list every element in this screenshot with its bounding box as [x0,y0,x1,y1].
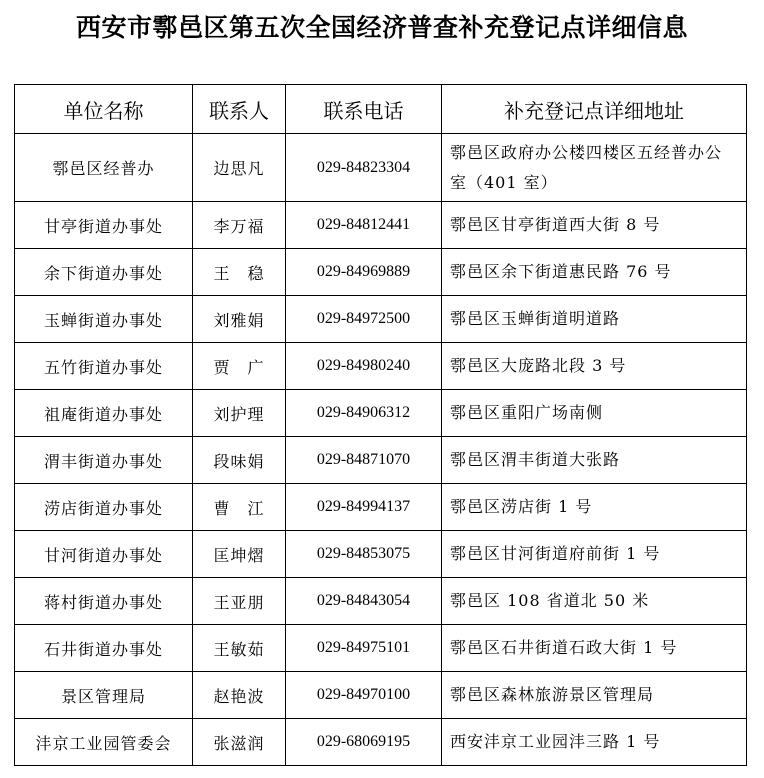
contact-cell: 王敏茹 [193,625,286,672]
phone-cell: 029-84871070 [286,437,442,484]
phone-cell: 029-84975101 [286,625,442,672]
column-header-address: 补充登记点详细地址 [442,85,747,134]
unit-cell: 蒋村街道办事处 [15,578,193,625]
table-row [15,719,747,766]
address-cell: 鄠邑区重阳广场南侧 [442,390,747,437]
contact-cell: 段味娟 [193,437,286,484]
unit-cell: 甘河街道办事处 [15,531,193,578]
phone-cell: 029-84994137 [286,484,442,531]
table-row [15,531,747,578]
phone-cell: 029-84853075 [286,531,442,578]
registration-points-table [14,84,747,766]
address-cell: 鄠邑区渭丰街道大张路 [442,437,747,484]
address-cell: 西安沣京工业园沣三路 1 号 [442,719,747,766]
phone-cell: 029-84812441 [286,202,442,249]
page-title: 西安市鄠邑区第五次全国经济普查补充登记点详细信息 [75,13,688,42]
address-cell: 鄠邑区玉蝉街道明道路 [442,296,747,343]
unit-cell: 渭丰街道办事处 [15,437,193,484]
unit-cell: 涝店街道办事处 [15,484,193,531]
address-cell: 鄠邑区大庞路北段 3 号 [442,343,747,390]
column-header-unit: 单位名称 [15,85,193,134]
contact-cell: 李万福 [193,202,286,249]
phone-cell: 029-84980240 [286,343,442,390]
table-row [15,390,747,437]
address-cell: 鄠邑区甘河街道府前街 1 号 [442,531,747,578]
column-header-phone: 联系电话 [286,85,442,134]
address-cell: 鄠邑区甘亭街道西大街 8 号 [442,202,747,249]
table-row [15,578,747,625]
column-header-contact: 联系人 [193,85,286,134]
table-row [15,625,747,672]
table-row [15,343,747,390]
address-cell: 鄠邑区政府办公楼四楼区五经普办公室（401 室） [442,134,747,202]
phone-cell: 029-84970100 [286,672,442,719]
phone-cell: 029-68069195 [286,719,442,766]
unit-cell: 石井街道办事处 [15,625,193,672]
table-row [15,202,747,249]
contact-cell: 匡坤熠 [193,531,286,578]
unit-cell: 玉蝉街道办事处 [15,296,193,343]
table-row [15,134,747,202]
table-row [15,672,747,719]
unit-cell: 余下街道办事处 [15,249,193,296]
contact-cell: 刘雅娟 [193,296,286,343]
phone-cell: 029-84823304 [286,134,442,202]
address-cell: 鄠邑区涝店街 1 号 [442,484,747,531]
phone-cell: 029-84843054 [286,578,442,625]
table-row [15,296,747,343]
unit-cell: 甘亭街道办事处 [15,202,193,249]
phone-cell: 029-84969889 [286,249,442,296]
address-cell: 鄠邑区余下街道惠民路 76 号 [442,249,747,296]
contact-cell: 王 稳 [193,249,286,296]
unit-cell: 沣京工业园管委会 [15,719,193,766]
table-header-row [15,85,747,134]
unit-cell: 祖庵街道办事处 [15,390,193,437]
address-cell: 鄠邑区森林旅游景区管理局 [442,672,747,719]
phone-cell: 029-84972500 [286,296,442,343]
contact-cell: 贾 广 [193,343,286,390]
unit-cell: 五竹街道办事处 [15,343,193,390]
contact-cell: 边思凡 [193,134,286,202]
table-row [15,437,747,484]
unit-cell: 鄠邑区经普办 [15,134,193,202]
table-row [15,484,747,531]
contact-cell: 刘护理 [193,390,286,437]
table-row [15,249,747,296]
address-cell: 鄠邑区石井街道石政大街 1 号 [442,625,747,672]
contact-cell: 王亚朋 [193,578,286,625]
contact-cell: 赵艳波 [193,672,286,719]
contact-cell: 张滋润 [193,719,286,766]
phone-cell: 029-84906312 [286,390,442,437]
contact-cell: 曹 江 [193,484,286,531]
address-cell: 鄠邑区 108 省道北 50 米 [442,578,747,625]
unit-cell: 景区管理局 [15,672,193,719]
